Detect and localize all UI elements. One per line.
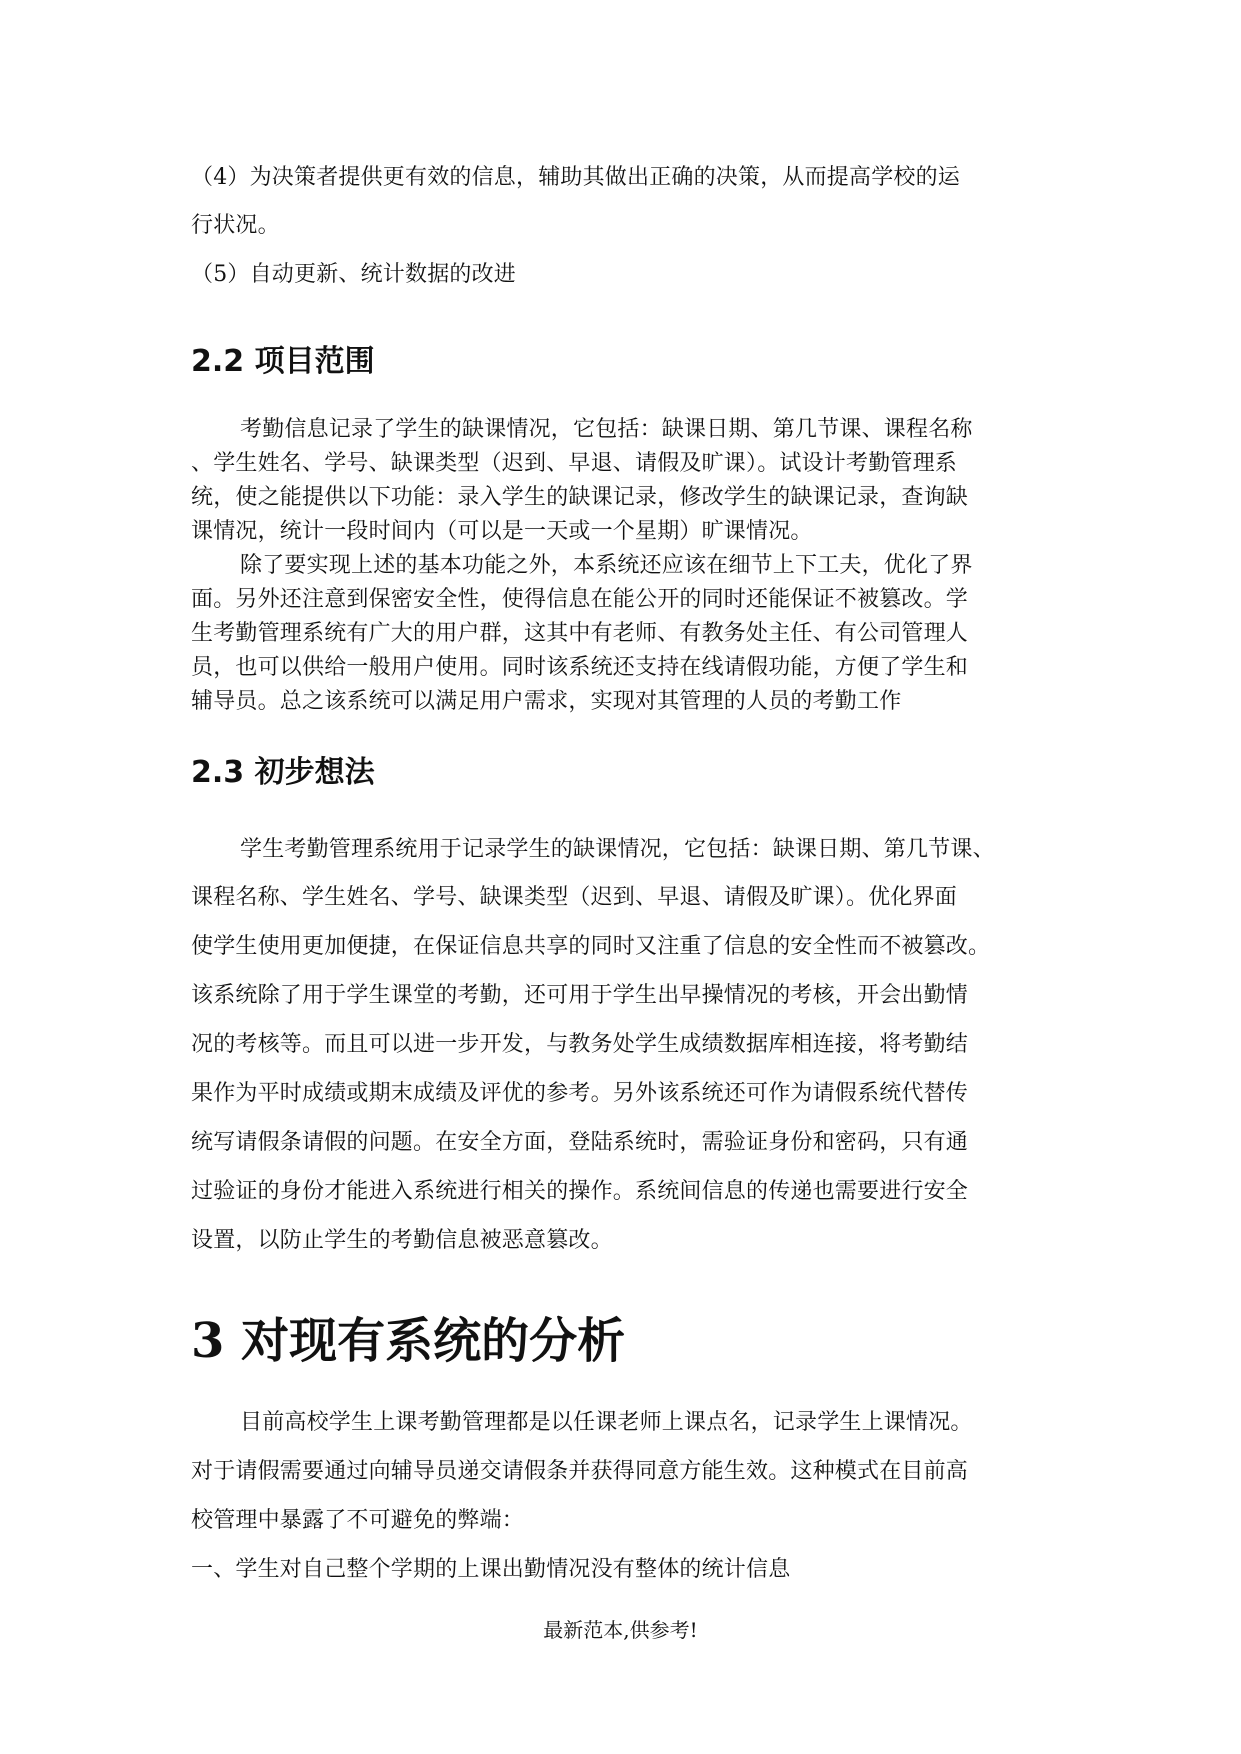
section-3-heading: 3 对现有系统的分析 (191, 1313, 626, 1369)
section-3-line-3: 校管理中暴露了不可避免的弊端： (191, 1508, 525, 1533)
section-2-2-p2-line-1: 除了要实现上述的基本功能之外，本系统还应该在细节上下工夫，优化了界 (240, 553, 973, 578)
list-item-4-line-2: 行状况。 (191, 213, 280, 238)
section-2-2-p1-line-1: 考勤信息记录了学生的缺课情况，它包括：缺课日期、第几节课、课程名称 (240, 417, 973, 442)
section-2-2-p2-line-3: 生考勤管理系统有广大的用户群，这其中有老师、有教务处主任、有公司管理人 (191, 621, 969, 646)
section-2-3-line-3: 使学生使用更加便捷，在保证信息共享的同时又注重了信息的安全性而不被篡改。 (191, 934, 991, 959)
section-2-3-line-1: 学生考勤管理系统用于记录学生的缺课情况，它包括：缺课日期、第几节课、 (240, 837, 995, 862)
section-2-2-p1-line-2: 、学生姓名、学号、缺课类型（迟到、早退、请假及旷课）。试设计考勤管理系 (191, 451, 958, 476)
section-2-2-p2-line-5: 辅导员。总之该系统可以满足用户需求，实现对其管理的人员的考勤工作 (191, 689, 902, 714)
list-item-5: （5）自动更新、统计数据的改进 (191, 262, 516, 287)
section-3-line-4: 一、学生对自己整个学期的上课出勤情况没有整体的统计信息 (191, 1557, 791, 1582)
section-2-3-line-6: 果作为平时成绩或期末成绩及评优的参考。另外该系统还可作为请假系统代替传 (191, 1081, 969, 1106)
section-2-3-line-2: 课程名称、学生姓名、学号、缺课类型（迟到、早退、请假及旷课）。优化界面 (191, 885, 958, 910)
section-2-3-line-7: 统写请假条请假的问题。在安全方面，登陆系统时，需验证身份和密码，只有通 (191, 1130, 969, 1155)
section-2-2-p1-line-4: 课情况，统计一段时间内（可以是一天或一个星期）旷课情况。 (191, 519, 813, 544)
section-2-3-line-9: 设置，以防止学生的考勤信息被恶意篡改。 (191, 1228, 613, 1253)
section-2-2-p2-line-4: 员，也可以供给一般用户使用。同时该系统还支持在线请假功能，方便了学生和 (191, 655, 969, 680)
page-footer: 最新范本,供参考! (543, 1618, 698, 1642)
section-3-line-1: 目前高校学生上课考勤管理都是以任课老师上课点名，记录学生上课情况。 (240, 1410, 973, 1435)
section-2-2-p1-line-3: 统，使之能提供以下功能：录入学生的缺课记录，修改学生的缺课记录，查询缺 (191, 485, 969, 510)
section-2-3-line-4: 该系统除了用于学生课堂的考勤，还可用于学生出早操情况的考核，开会出勤情 (191, 983, 969, 1008)
list-item-4-line-1: （4）为决策者提供更有效的信息，辅助其做出正确的决策，从而提高学校的运 (191, 165, 960, 190)
section-2-3-line-5: 况的考核等。而且可以进一步开发，与教务处学生成绩数据库相连接，将考勤结 (191, 1032, 969, 1057)
section-2-3-heading: 2.3 初步想法 (191, 755, 375, 790)
section-2-2-heading: 2.2 项目范围 (191, 344, 375, 379)
section-3-line-2: 对于请假需要通过向辅导员递交请假条并获得同意方能生效。这种模式在目前高 (191, 1459, 969, 1484)
section-2-2-p2-line-2: 面。另外还注意到保密安全性，使得信息在能公开的同时还能保证不被篡改。学 (191, 587, 969, 612)
section-2-3-line-8: 过验证的身份才能进入系统进行相关的操作。系统间信息的传递也需要进行安全 (191, 1179, 969, 1204)
